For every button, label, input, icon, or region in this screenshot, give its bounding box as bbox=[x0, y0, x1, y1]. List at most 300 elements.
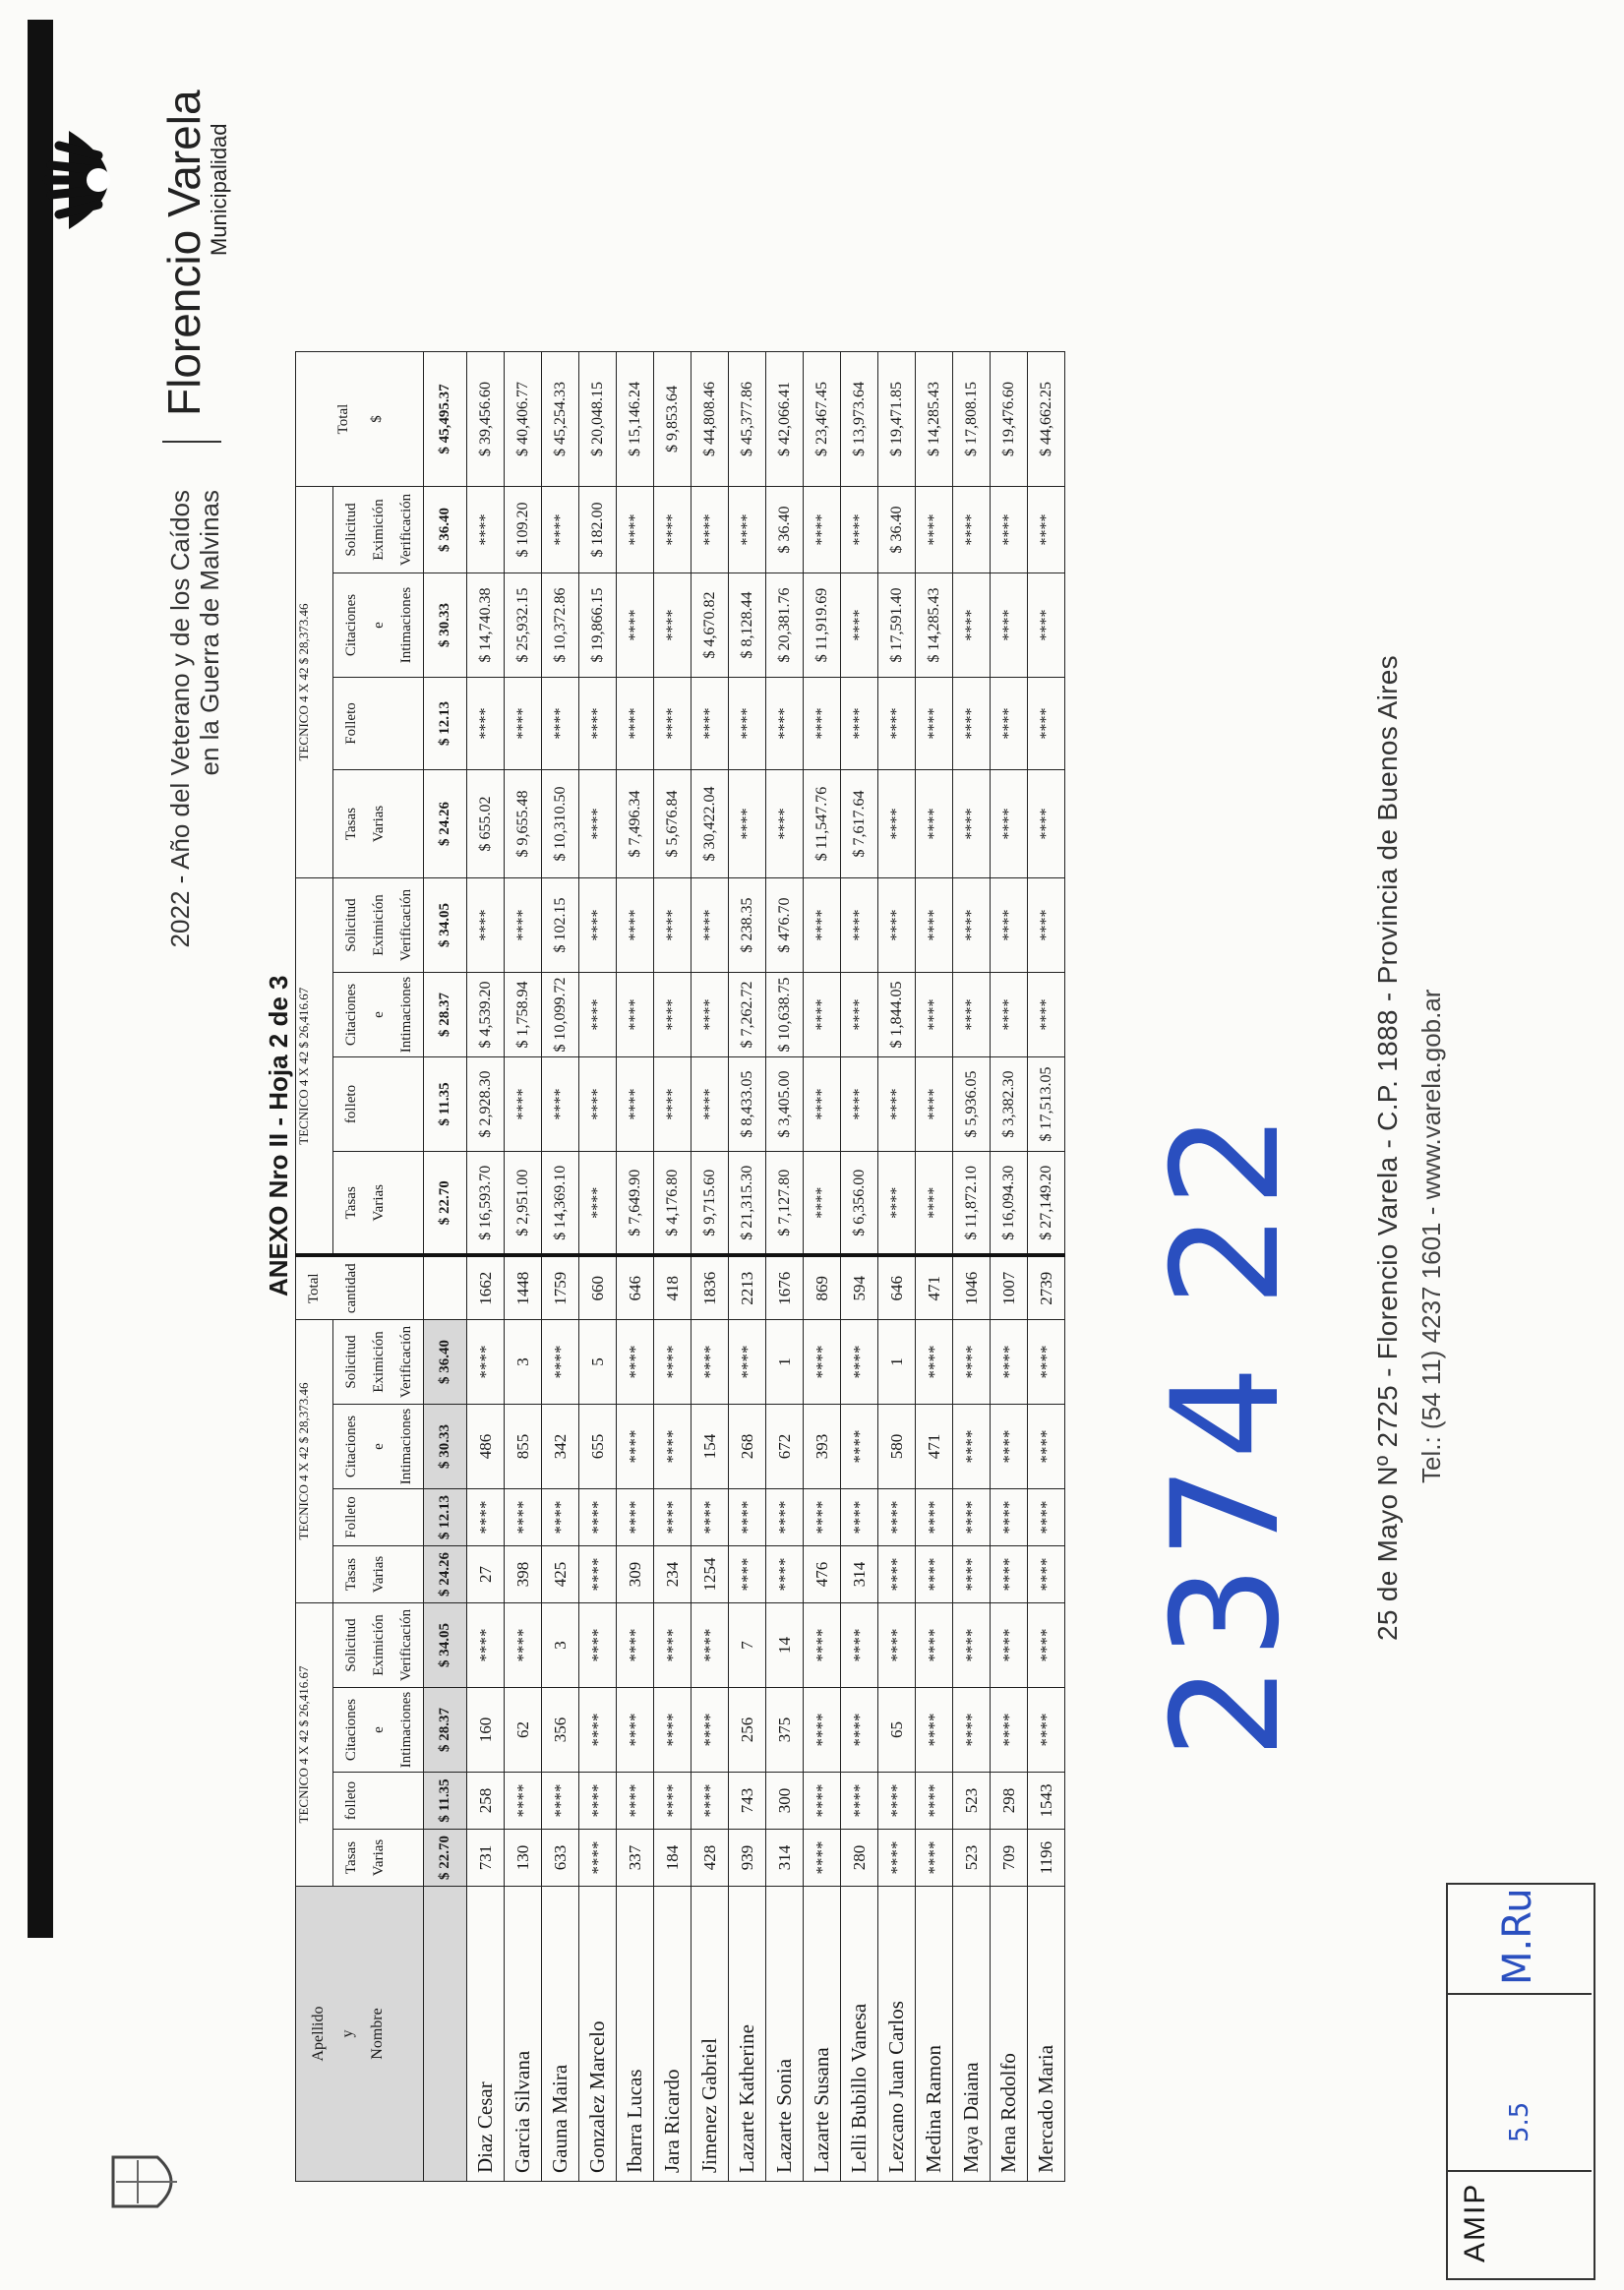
row-total-money: $ 17,808.15 bbox=[953, 352, 991, 487]
row-money: **** bbox=[878, 878, 916, 973]
row-money: **** bbox=[692, 487, 729, 573]
row-money: **** bbox=[729, 487, 766, 573]
row-money: **** bbox=[579, 1057, 617, 1152]
name-header bbox=[296, 1887, 424, 2182]
row-money: **** bbox=[804, 973, 841, 1057]
row-name: Mercado Maria bbox=[1028, 1887, 1065, 2182]
row-name: Mena Rodolfo bbox=[991, 1887, 1028, 2182]
price-money-5: $ 12.13 bbox=[424, 678, 467, 770]
ma-solicitud-header bbox=[333, 878, 424, 973]
row-total-money: $ 39,456.60 bbox=[467, 352, 505, 487]
mb-tasas-header-line: Tasas bbox=[343, 807, 359, 841]
row-qty: **** bbox=[953, 1688, 991, 1773]
qb-solicitud-header-line: Eximición bbox=[371, 1331, 387, 1393]
row-qty: **** bbox=[467, 1603, 505, 1688]
price-money-0: $ 22.70 bbox=[424, 1152, 467, 1256]
row-name: Maya Daiana bbox=[953, 1887, 991, 2182]
row-qty: **** bbox=[953, 1405, 991, 1489]
row-money: **** bbox=[841, 573, 878, 678]
total-qty-l1: Total bbox=[306, 1273, 322, 1304]
row-money: **** bbox=[878, 1152, 916, 1256]
row-money: **** bbox=[729, 770, 766, 878]
row-qty: **** bbox=[654, 1773, 692, 1830]
row-qty: 337 bbox=[617, 1830, 654, 1887]
row-money: $ 36.40 bbox=[878, 487, 916, 573]
row-qty: **** bbox=[654, 1320, 692, 1405]
row-money: $ 16,593.70 bbox=[467, 1152, 505, 1256]
row-qty: **** bbox=[1028, 1489, 1065, 1546]
group-a2-header: TECNICO 4 X 42 $ 26,416.67 bbox=[296, 878, 333, 1256]
row-qty: 65 bbox=[878, 1688, 916, 1773]
row-total-qty: 1046 bbox=[953, 1256, 991, 1320]
row-name: Lelli Bubillo Vanesa bbox=[841, 1887, 878, 2182]
qb-tasas-header-line: Tasas bbox=[343, 1557, 359, 1592]
row-qty: **** bbox=[654, 1603, 692, 1688]
annex-table bbox=[295, 351, 1065, 2182]
ma-solicitud-header-line: Solicitud bbox=[343, 898, 359, 952]
row-qty: 314 bbox=[766, 1830, 804, 1887]
year-motto bbox=[165, 490, 224, 1119]
row-qty: **** bbox=[542, 1773, 579, 1830]
row-money: **** bbox=[654, 878, 692, 973]
row-total-money: $ 9,853.64 bbox=[654, 352, 692, 487]
municipal-crest-icon bbox=[108, 2152, 187, 2211]
ma-folleto-header-line: folleto bbox=[343, 1084, 359, 1124]
row-money: $ 16,094.30 bbox=[991, 1152, 1028, 1256]
row-money: $ 109.20 bbox=[505, 487, 542, 573]
row-money: $ 7,262.72 bbox=[729, 973, 766, 1057]
row-qty: **** bbox=[766, 1546, 804, 1603]
row-qty: **** bbox=[804, 1773, 841, 1830]
row-qty: **** bbox=[1028, 1405, 1065, 1489]
row-qty: 523 bbox=[953, 1830, 991, 1887]
row-total-money: $ 20,048.15 bbox=[579, 352, 617, 487]
amip-label: AMIP bbox=[1459, 2182, 1491, 2262]
row-qty: **** bbox=[916, 1489, 953, 1546]
row-money: **** bbox=[692, 973, 729, 1057]
row-total-qty: 471 bbox=[916, 1256, 953, 1320]
row-money: $ 8,433.05 bbox=[729, 1057, 766, 1152]
name-header-l3: Nombre bbox=[369, 2008, 386, 2060]
mb-solicitud-header-line: Eximición bbox=[371, 499, 387, 561]
name-header-l2: y bbox=[339, 2029, 356, 2038]
row-qty: 655 bbox=[579, 1405, 617, 1489]
row-money: **** bbox=[841, 1057, 878, 1152]
year-motto-line1: 2022 - Año del Veterano y de los Caídos bbox=[165, 490, 195, 948]
table-row bbox=[617, 352, 654, 2182]
row-qty: **** bbox=[916, 1830, 953, 1887]
row-money: **** bbox=[617, 573, 654, 678]
row-money: $ 36.40 bbox=[766, 487, 804, 573]
row-total-money: $ 19,476.60 bbox=[991, 352, 1028, 487]
price-money-4: $ 24.26 bbox=[424, 770, 467, 878]
row-money: $ 7,617.64 bbox=[841, 770, 878, 878]
table-row bbox=[1028, 352, 1065, 2182]
row-name: Jimenez Gabriel bbox=[692, 1887, 729, 2182]
row-money: **** bbox=[841, 878, 878, 973]
table-row bbox=[766, 352, 804, 2182]
row-qty: **** bbox=[804, 1688, 841, 1773]
row-qty: **** bbox=[916, 1546, 953, 1603]
row-qty: **** bbox=[542, 1489, 579, 1546]
row-money: **** bbox=[579, 878, 617, 973]
row-money: $ 14,285.43 bbox=[916, 573, 953, 678]
row-money: $ 2,951.00 bbox=[505, 1152, 542, 1256]
row-money: **** bbox=[542, 487, 579, 573]
row-total-qty: 1662 bbox=[467, 1256, 505, 1320]
row-money: $ 2,928.30 bbox=[467, 1057, 505, 1152]
ma-tasas-header-line: Tasas bbox=[343, 1186, 359, 1220]
row-money: **** bbox=[804, 678, 841, 770]
qa-solicitud-header-line: Solicitud bbox=[343, 1618, 359, 1672]
row-qty: 280 bbox=[841, 1830, 878, 1887]
row-qty: 476 bbox=[804, 1546, 841, 1603]
row-money: $ 8,128.44 bbox=[729, 573, 766, 678]
row-money: $ 4,176.80 bbox=[654, 1152, 692, 1256]
row-qty: **** bbox=[878, 1603, 916, 1688]
price-qty-7: $ 36.40 bbox=[424, 1320, 467, 1405]
ma-folleto-header bbox=[333, 1057, 424, 1152]
row-qty: **** bbox=[692, 1688, 729, 1773]
row-qty: 234 bbox=[654, 1546, 692, 1603]
row-name: Medina Ramon bbox=[916, 1887, 953, 2182]
row-qty: **** bbox=[991, 1489, 1028, 1546]
row-money: **** bbox=[542, 1057, 579, 1152]
row-qty: **** bbox=[617, 1773, 654, 1830]
row-money: **** bbox=[654, 487, 692, 573]
row-money: $ 7,496.34 bbox=[617, 770, 654, 878]
row-qty: **** bbox=[617, 1405, 654, 1489]
row-qty: **** bbox=[654, 1688, 692, 1773]
row-money: **** bbox=[1028, 770, 1065, 878]
ma-citaciones-header-line: Intimaciones bbox=[398, 976, 414, 1054]
mb-citaciones-header-line: Intimaciones bbox=[398, 586, 414, 664]
row-name: Lazarte Sonia bbox=[766, 1887, 804, 2182]
table-row bbox=[916, 352, 953, 2182]
price-money-6: $ 30.33 bbox=[424, 573, 467, 678]
row-money: $ 9,715.60 bbox=[692, 1152, 729, 1256]
mb-folleto-header bbox=[333, 678, 424, 770]
row-money: $ 7,127.80 bbox=[766, 1152, 804, 1256]
row-qty: **** bbox=[916, 1603, 953, 1688]
row-money: $ 10,638.75 bbox=[766, 973, 804, 1057]
row-qty: 1 bbox=[878, 1320, 916, 1405]
mb-tasas-header-line: Varias bbox=[371, 805, 387, 843]
qa-solicitud-header bbox=[333, 1603, 424, 1688]
name-header-l1: Apellido bbox=[310, 2006, 327, 2062]
table-row bbox=[804, 352, 841, 2182]
price-money-2: $ 28.37 bbox=[424, 973, 467, 1057]
qa-tasas-header bbox=[333, 1830, 424, 1887]
row-money: $ 1,758.94 bbox=[505, 973, 542, 1057]
total-money-l1: Total bbox=[334, 403, 351, 435]
row-qty: **** bbox=[692, 1603, 729, 1688]
row-name: Jara Ricardo bbox=[654, 1887, 692, 2182]
row-money: **** bbox=[916, 1152, 953, 1256]
row-money: **** bbox=[878, 1057, 916, 1152]
row-qty: 342 bbox=[542, 1405, 579, 1489]
mb-solicitud-header-line: Solicitud bbox=[343, 503, 359, 557]
row-money: **** bbox=[991, 770, 1028, 878]
qb-citaciones-header-line: Citaciones bbox=[343, 1415, 359, 1478]
row-qty: 300 bbox=[766, 1773, 804, 1830]
qb-folleto-header bbox=[333, 1489, 424, 1546]
row-money: **** bbox=[579, 770, 617, 878]
row-qty: **** bbox=[467, 1320, 505, 1405]
total-money-header bbox=[296, 352, 424, 487]
row-total-qty: 594 bbox=[841, 1256, 878, 1320]
row-qty: **** bbox=[617, 1320, 654, 1405]
row-qty: **** bbox=[804, 1603, 841, 1688]
amip-signature: M.Ru bbox=[1495, 1888, 1540, 1985]
row-qty: **** bbox=[579, 1603, 617, 1688]
row-money: **** bbox=[916, 878, 953, 973]
qb-citaciones-header bbox=[333, 1405, 424, 1489]
row-qty: 7 bbox=[729, 1603, 766, 1688]
row-qty: 184 bbox=[654, 1830, 692, 1887]
row-money: **** bbox=[654, 678, 692, 770]
table-row bbox=[692, 352, 729, 2182]
grand-total: $ 45,495.37 bbox=[424, 352, 467, 487]
row-money: $ 4,539.20 bbox=[467, 973, 505, 1057]
row-qty: 709 bbox=[991, 1830, 1028, 1887]
qa-citaciones-header-line: Intimaciones bbox=[398, 1691, 414, 1769]
row-qty: 160 bbox=[467, 1688, 505, 1773]
row-money: **** bbox=[878, 770, 916, 878]
total-money-l2: $ bbox=[368, 415, 385, 423]
row-money: **** bbox=[617, 1057, 654, 1152]
row-qty: 939 bbox=[729, 1830, 766, 1887]
row-money: $ 4,670.82 bbox=[692, 573, 729, 678]
row-money: **** bbox=[991, 573, 1028, 678]
row-qty: 1196 bbox=[1028, 1830, 1065, 1887]
row-money: **** bbox=[841, 973, 878, 1057]
row-money: **** bbox=[1028, 678, 1065, 770]
table-row bbox=[729, 352, 766, 2182]
row-total-qty: 1759 bbox=[542, 1256, 579, 1320]
row-money: **** bbox=[1028, 487, 1065, 573]
row-qty: 309 bbox=[617, 1546, 654, 1603]
price-row bbox=[424, 352, 467, 2182]
row-qty: **** bbox=[579, 1688, 617, 1773]
row-money: **** bbox=[804, 1152, 841, 1256]
row-qty: **** bbox=[953, 1546, 991, 1603]
row-qty: 154 bbox=[692, 1405, 729, 1489]
logo-name: Florencio Varela bbox=[158, 90, 210, 416]
row-money: $ 21,315.30 bbox=[729, 1152, 766, 1256]
row-money: **** bbox=[579, 973, 617, 1057]
row-money: **** bbox=[804, 487, 841, 573]
row-qty: 731 bbox=[467, 1830, 505, 1887]
row-money: **** bbox=[953, 487, 991, 573]
row-qty: 743 bbox=[729, 1773, 766, 1830]
row-money: **** bbox=[467, 487, 505, 573]
row-money: **** bbox=[953, 878, 991, 973]
ma-tasas-header bbox=[333, 1152, 424, 1256]
qa-tasas-header-line: Varias bbox=[371, 1838, 387, 1877]
table-row bbox=[878, 352, 916, 2182]
row-qty: 1543 bbox=[1028, 1773, 1065, 1830]
price-total-blank bbox=[424, 1256, 467, 1320]
row-money: $ 11,547.76 bbox=[804, 770, 841, 878]
row-money: $ 10,099.72 bbox=[542, 973, 579, 1057]
table-row bbox=[654, 352, 692, 2182]
qa-folleto-header bbox=[333, 1773, 424, 1830]
row-money: $ 20,381.76 bbox=[766, 573, 804, 678]
row-money: $ 1,844.05 bbox=[878, 973, 916, 1057]
row-qty: 523 bbox=[953, 1773, 991, 1830]
row-money: $ 11,872.10 bbox=[953, 1152, 991, 1256]
row-qty: **** bbox=[617, 1688, 654, 1773]
row-money: $ 17,513.05 bbox=[1028, 1057, 1065, 1152]
row-money: **** bbox=[617, 487, 654, 573]
price-name-blank bbox=[424, 1887, 467, 2182]
mb-solicitud-header-line: Verificación bbox=[398, 493, 414, 567]
ma-solicitud-header-line: Verificación bbox=[398, 888, 414, 962]
row-money: **** bbox=[953, 678, 991, 770]
row-total-money: $ 45,254.33 bbox=[542, 352, 579, 487]
row-money: **** bbox=[467, 878, 505, 973]
year-motto-line2: en la Guerra de Malvinas bbox=[195, 490, 224, 776]
price-qty-0: $ 22.70 bbox=[424, 1830, 467, 1887]
row-total-qty: 646 bbox=[878, 1256, 916, 1320]
row-name: Gauna Maira bbox=[542, 1887, 579, 2182]
row-qty: **** bbox=[505, 1773, 542, 1830]
table-body bbox=[296, 352, 1065, 2182]
row-qty: **** bbox=[654, 1489, 692, 1546]
row-qty: **** bbox=[467, 1489, 505, 1546]
qb-folleto-header-line: Folleto bbox=[343, 1496, 359, 1538]
row-total-money: $ 14,285.43 bbox=[916, 352, 953, 487]
mb-citaciones-header-line: Citaciones bbox=[343, 593, 359, 657]
qb-citaciones-header-line: e bbox=[371, 1443, 387, 1450]
row-qty: **** bbox=[1028, 1688, 1065, 1773]
row-money: $ 238.35 bbox=[729, 878, 766, 973]
row-money: **** bbox=[617, 678, 654, 770]
row-money: **** bbox=[617, 878, 654, 973]
mb-citaciones-header bbox=[333, 573, 424, 678]
row-name: Garcia Silvana bbox=[505, 1887, 542, 2182]
row-qty: **** bbox=[1028, 1603, 1065, 1688]
row-total-qty: 1007 bbox=[991, 1256, 1028, 1320]
row-money: $ 10,310.50 bbox=[542, 770, 579, 878]
row-qty: **** bbox=[579, 1773, 617, 1830]
row-qty: 356 bbox=[542, 1688, 579, 1773]
row-qty: 27 bbox=[467, 1546, 505, 1603]
row-qty: 855 bbox=[505, 1405, 542, 1489]
row-qty: **** bbox=[878, 1830, 916, 1887]
row-qty: **** bbox=[729, 1489, 766, 1546]
group-a-header: TECNICO 4 X 42 $ 26,416.67 bbox=[296, 1603, 333, 1887]
row-money: $ 476.70 bbox=[766, 878, 804, 973]
row-qty: **** bbox=[729, 1320, 766, 1405]
row-qty: 3 bbox=[542, 1603, 579, 1688]
table-row bbox=[991, 352, 1028, 2182]
row-qty: 486 bbox=[467, 1405, 505, 1489]
row-money: **** bbox=[1028, 973, 1065, 1057]
row-qty: **** bbox=[729, 1546, 766, 1603]
row-name: Gonzalez Marcelo bbox=[579, 1887, 617, 2182]
mb-folleto-header-line: Folleto bbox=[343, 702, 359, 745]
row-money: **** bbox=[654, 573, 692, 678]
row-qty: **** bbox=[692, 1773, 729, 1830]
row-qty: **** bbox=[579, 1489, 617, 1546]
row-qty: 393 bbox=[804, 1405, 841, 1489]
row-qty: 398 bbox=[505, 1546, 542, 1603]
row-qty: **** bbox=[579, 1546, 617, 1603]
row-money: **** bbox=[579, 678, 617, 770]
row-money: **** bbox=[729, 678, 766, 770]
table-row bbox=[953, 352, 991, 2182]
row-money: $ 5,936.05 bbox=[953, 1057, 991, 1152]
row-money: **** bbox=[916, 770, 953, 878]
row-qty: 580 bbox=[878, 1405, 916, 1489]
row-money: $ 19,866.15 bbox=[579, 573, 617, 678]
ma-solicitud-header-line: Eximición bbox=[371, 894, 387, 956]
row-money: $ 30,422.04 bbox=[692, 770, 729, 878]
row-qty: 62 bbox=[505, 1688, 542, 1773]
price-money-7: $ 36.40 bbox=[424, 487, 467, 573]
row-total-money: $ 42,066.41 bbox=[766, 352, 804, 487]
table-row bbox=[542, 352, 579, 2182]
price-qty-6: $ 30.33 bbox=[424, 1405, 467, 1489]
row-money: $ 17,591.40 bbox=[878, 573, 916, 678]
row-qty: **** bbox=[579, 1830, 617, 1887]
row-qty: **** bbox=[804, 1489, 841, 1546]
row-qty: **** bbox=[841, 1773, 878, 1830]
row-money: **** bbox=[654, 973, 692, 1057]
row-qty: **** bbox=[991, 1546, 1028, 1603]
row-qty: **** bbox=[692, 1320, 729, 1405]
row-money: **** bbox=[841, 678, 878, 770]
row-total-qty: 1676 bbox=[766, 1256, 804, 1320]
row-total-qty: 2739 bbox=[1028, 1256, 1065, 1320]
ma-citaciones-header bbox=[333, 973, 424, 1057]
row-qty: 298 bbox=[991, 1773, 1028, 1830]
row-money: **** bbox=[916, 1057, 953, 1152]
page-title: ANEXO Nro II - Hoja 2 de 3 bbox=[264, 975, 293, 1296]
row-money: **** bbox=[991, 487, 1028, 573]
row-money: **** bbox=[505, 1057, 542, 1152]
qa-citaciones-header-line: e bbox=[371, 1726, 387, 1733]
row-name: Lezcano Juan Carlos bbox=[878, 1887, 916, 2182]
row-qty: 14 bbox=[766, 1603, 804, 1688]
row-money: **** bbox=[542, 678, 579, 770]
row-qty: **** bbox=[542, 1320, 579, 1405]
qa-solicitud-header-line: Verificación bbox=[398, 1608, 414, 1682]
row-money: **** bbox=[692, 678, 729, 770]
row-qty: **** bbox=[991, 1603, 1028, 1688]
row-money: $ 14,369.10 bbox=[542, 1152, 579, 1256]
logo-separator bbox=[162, 441, 221, 443]
row-qty: 3 bbox=[505, 1320, 542, 1405]
row-money: $ 3,405.00 bbox=[766, 1057, 804, 1152]
row-qty: **** bbox=[878, 1546, 916, 1603]
row-name: Lazarte Katherine bbox=[729, 1887, 766, 2182]
row-qty: **** bbox=[654, 1405, 692, 1489]
row-total-qty: 869 bbox=[804, 1256, 841, 1320]
row-qty: **** bbox=[804, 1830, 841, 1887]
row-qty: **** bbox=[766, 1489, 804, 1546]
row-qty: 314 bbox=[841, 1546, 878, 1603]
qb-tasas-header bbox=[333, 1546, 424, 1603]
row-money: **** bbox=[953, 973, 991, 1057]
qa-folleto-header-line: folleto bbox=[343, 1780, 359, 1821]
row-total-money: $ 13,973.64 bbox=[841, 352, 878, 487]
qa-citaciones-header bbox=[333, 1688, 424, 1773]
table-row bbox=[467, 352, 505, 2182]
qb-solicitud-header bbox=[333, 1320, 424, 1405]
